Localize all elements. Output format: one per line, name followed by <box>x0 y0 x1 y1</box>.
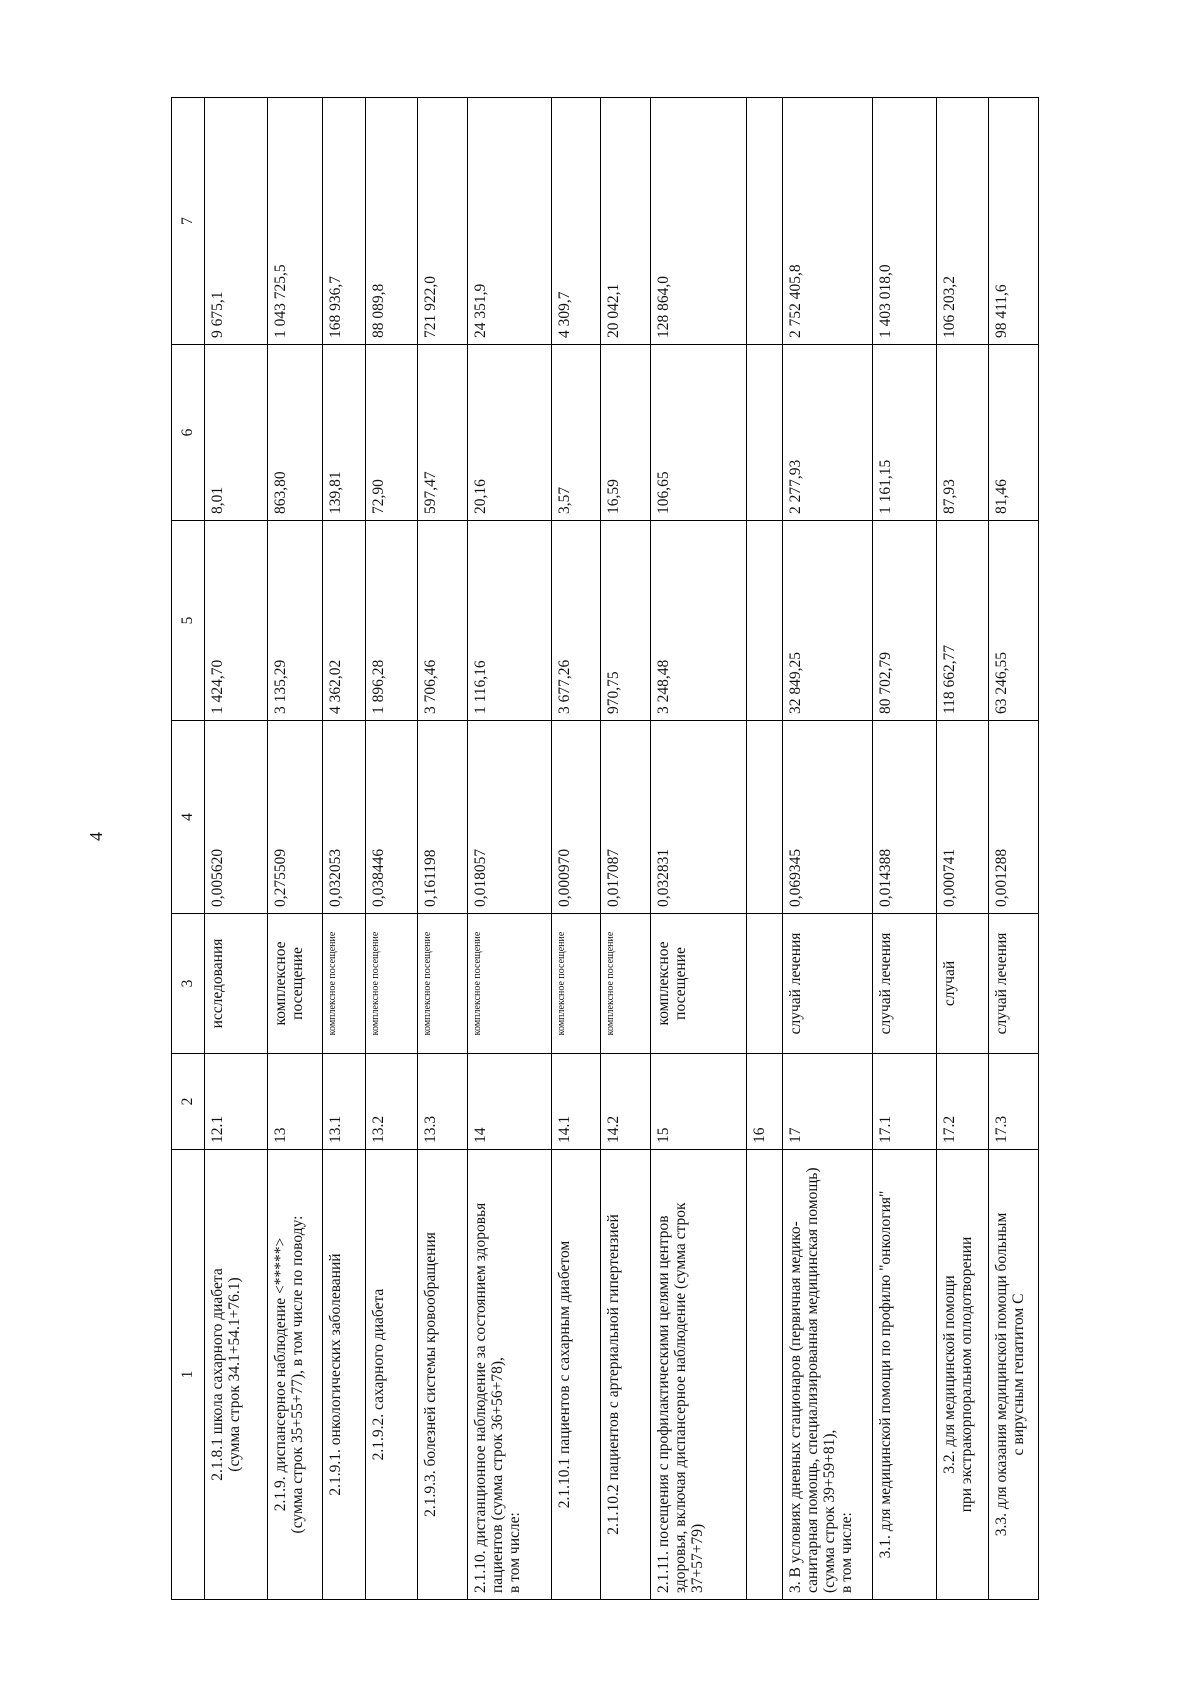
header-cell: 2 <box>172 1054 205 1150</box>
row-value-cell: 0,000970 <box>551 721 601 914</box>
row-unit-cell: комплексное посещение <box>417 914 467 1054</box>
row-value-cell: 106 203,2 <box>936 98 988 345</box>
table-row <box>322 98 365 1600</box>
row-unit-cell: комплексное посещение <box>268 914 322 1054</box>
row-value-cell: 0,038446 <box>365 721 417 914</box>
table-row <box>417 98 467 1600</box>
row-value-cell: 98 411,6 <box>989 98 1039 345</box>
table-row <box>651 98 746 1600</box>
row-value-cell: 0,275509 <box>268 721 322 914</box>
row-value-cell: 128 864,0 <box>651 98 746 345</box>
row-code-cell: 14.1 <box>551 1054 601 1150</box>
row-value-cell: 2 752 405,8 <box>782 98 873 345</box>
row-code-cell: 12.1 <box>204 1054 267 1150</box>
row-code-cell: 14.2 <box>601 1054 651 1150</box>
header-cell: 7 <box>172 98 205 345</box>
row-value-cell: 0,032831 <box>651 721 746 914</box>
data-table <box>171 97 1039 1600</box>
row-value-cell <box>746 521 782 721</box>
row-unit-cell: случай лечения <box>873 914 936 1054</box>
row-value-cell: 118 662,77 <box>936 521 988 721</box>
row-name-cell: 2.1.10. дистанционное наблюдение за состоянием здоровья пациентов (сумма строк 36+56+78), в том числе: <box>467 1150 551 1600</box>
row-value-cell: 20,16 <box>467 345 551 521</box>
row-value-cell: 2 277,93 <box>782 345 873 521</box>
row-value-cell: 63 246,55 <box>989 521 1039 721</box>
table-row <box>268 98 322 1600</box>
row-name-cell: 2.1.9.1. онкологических заболеваний <box>322 1150 365 1600</box>
row-unit-cell: комплексное посещение <box>467 914 551 1054</box>
row-code-cell: 17.3 <box>989 1054 1039 1150</box>
row-value-cell: 3,57 <box>551 345 601 521</box>
row-value-cell: 9 675,1 <box>204 98 267 345</box>
row-name-cell: 2.1.9. диспансерное наблюдение <*****> (сумма строк 35+55+77), в том числе по поводу: <box>268 1150 322 1600</box>
row-unit-cell: комплексное посещение <box>322 914 365 1054</box>
row-value-cell: 0,000741 <box>936 721 988 914</box>
row-value-cell: 3 706,46 <box>417 521 467 721</box>
table-row <box>746 98 782 1600</box>
row-name-cell: 2.1.9.3. болезней системы кровообращения <box>417 1150 467 1600</box>
row-code-cell: 17 <box>782 1054 873 1150</box>
header-cell: 1 <box>172 1150 205 1600</box>
page-number: 4 <box>86 832 106 841</box>
row-unit-cell: случай лечения <box>782 914 873 1054</box>
row-value-cell: 1 424,70 <box>204 521 267 721</box>
table-row <box>601 98 651 1600</box>
table-row <box>989 98 1039 1600</box>
row-value-cell: 32 849,25 <box>782 521 873 721</box>
header-cell: 6 <box>172 345 205 521</box>
row-code-cell: 17.2 <box>936 1054 988 1150</box>
row-value-cell: 80 702,79 <box>873 521 936 721</box>
row-value-cell: 20 042,1 <box>601 98 651 345</box>
row-value-cell: 0,069345 <box>782 721 873 914</box>
row-value-cell: 721 922,0 <box>417 98 467 345</box>
row-unit-cell: комплексное посещение <box>651 914 746 1054</box>
row-value-cell <box>746 345 782 521</box>
row-name-cell <box>746 1150 782 1600</box>
table-row <box>551 98 601 1600</box>
table-row <box>467 98 551 1600</box>
row-unit-cell: комплексное посещение <box>365 914 417 1054</box>
row-unit-cell: случай <box>936 914 988 1054</box>
row-value-cell: 3 135,29 <box>268 521 322 721</box>
header-cell: 5 <box>172 521 205 721</box>
row-unit-cell: комплексное посещение <box>551 914 601 1054</box>
row-value-cell: 168 936,7 <box>322 98 365 345</box>
row-name-cell: 3.1. для медицинской помощи по профилю "онкология" <box>873 1150 936 1600</box>
row-unit-cell: исследования <box>204 914 267 1054</box>
row-code-cell: 15 <box>651 1054 746 1150</box>
table-row <box>365 98 417 1600</box>
header-cell: 4 <box>172 721 205 914</box>
table-row <box>782 98 873 1600</box>
header-row <box>172 98 205 1600</box>
row-value-cell: 1 043 725,5 <box>268 98 322 345</box>
row-name-cell: 2.1.8.1 школа сахарного диабета (сумма строк 34.1+54.1+76.1) <box>204 1150 267 1600</box>
row-value-cell: 24 351,9 <box>467 98 551 345</box>
row-name-cell: 2.1.10.1 пациентов с сахарным диабетом <box>551 1150 601 1600</box>
row-value-cell <box>746 98 782 345</box>
row-value-cell: 0,014388 <box>873 721 936 914</box>
row-name-cell: 2.1.11. посещения с профилактическими целями центров здоровья, включая диспансерное наблюдение (сумма строк 37+57+79) <box>651 1150 746 1600</box>
row-value-cell: 0,017087 <box>601 721 651 914</box>
row-name-cell: 3.2. для медицинской помощи при экстракорпоральном оплодотворении <box>936 1150 988 1600</box>
row-value-cell: 88 089,8 <box>365 98 417 345</box>
table-row <box>936 98 988 1600</box>
row-code-cell: 13.1 <box>322 1054 365 1150</box>
row-value-cell: 1 161,15 <box>873 345 936 521</box>
row-value-cell: 16,59 <box>601 345 651 521</box>
row-name-cell: 3.3. для оказания медицинской помощи больным с вирусным гепатитом С <box>989 1150 1039 1600</box>
row-code-cell: 14 <box>467 1054 551 1150</box>
row-value-cell: 72,90 <box>365 345 417 521</box>
row-value-cell: 0,001288 <box>989 721 1039 914</box>
row-value-cell: 4 309,7 <box>551 98 601 345</box>
row-value-cell: 1 403 018,0 <box>873 98 936 345</box>
table-row <box>873 98 936 1600</box>
row-code-cell: 13.2 <box>365 1054 417 1150</box>
row-value-cell: 8,01 <box>204 345 267 521</box>
row-code-cell: 16 <box>746 1054 782 1150</box>
rotated-table-container <box>171 98 1039 1600</box>
row-code-cell: 13.3 <box>417 1054 467 1150</box>
row-value-cell: 3 248,48 <box>651 521 746 721</box>
row-name-cell: 3. В условиях дневных стационаров (первичная медико-санитарная помощь, специализированная медицинская помощь) (сумма строк 39+59+81), в том числе: <box>782 1150 873 1600</box>
row-value-cell: 81,46 <box>989 345 1039 521</box>
row-unit-cell: комплексное посещение <box>601 914 651 1054</box>
table-row <box>204 98 267 1600</box>
row-value-cell: 0,032053 <box>322 721 365 914</box>
row-name-cell: 2.1.9.2. сахарного диабета <box>365 1150 417 1600</box>
row-value-cell: 1 116,16 <box>467 521 551 721</box>
row-value-cell: 0,161198 <box>417 721 467 914</box>
row-unit-cell: случай лечения <box>989 914 1039 1054</box>
row-name-cell: 2.1.10.2 пациентов с артериальной гипертензией <box>601 1150 651 1600</box>
row-value-cell: 87,93 <box>936 345 988 521</box>
row-value-cell: 597,47 <box>417 345 467 521</box>
row-unit-cell <box>746 914 782 1054</box>
row-value-cell <box>746 721 782 914</box>
row-value-cell: 863,80 <box>268 345 322 521</box>
row-code-cell: 13 <box>268 1054 322 1150</box>
header-cell: 3 <box>172 914 205 1054</box>
row-value-cell: 0,018057 <box>467 721 551 914</box>
row-value-cell: 139,81 <box>322 345 365 521</box>
row-value-cell: 970,75 <box>601 521 651 721</box>
row-value-cell: 3 677,26 <box>551 521 601 721</box>
row-value-cell: 106,65 <box>651 345 746 521</box>
row-value-cell: 1 896,28 <box>365 521 417 721</box>
row-value-cell: 4 362,02 <box>322 521 365 721</box>
row-code-cell: 17.1 <box>873 1054 936 1150</box>
row-value-cell: 0,005620 <box>204 721 267 914</box>
